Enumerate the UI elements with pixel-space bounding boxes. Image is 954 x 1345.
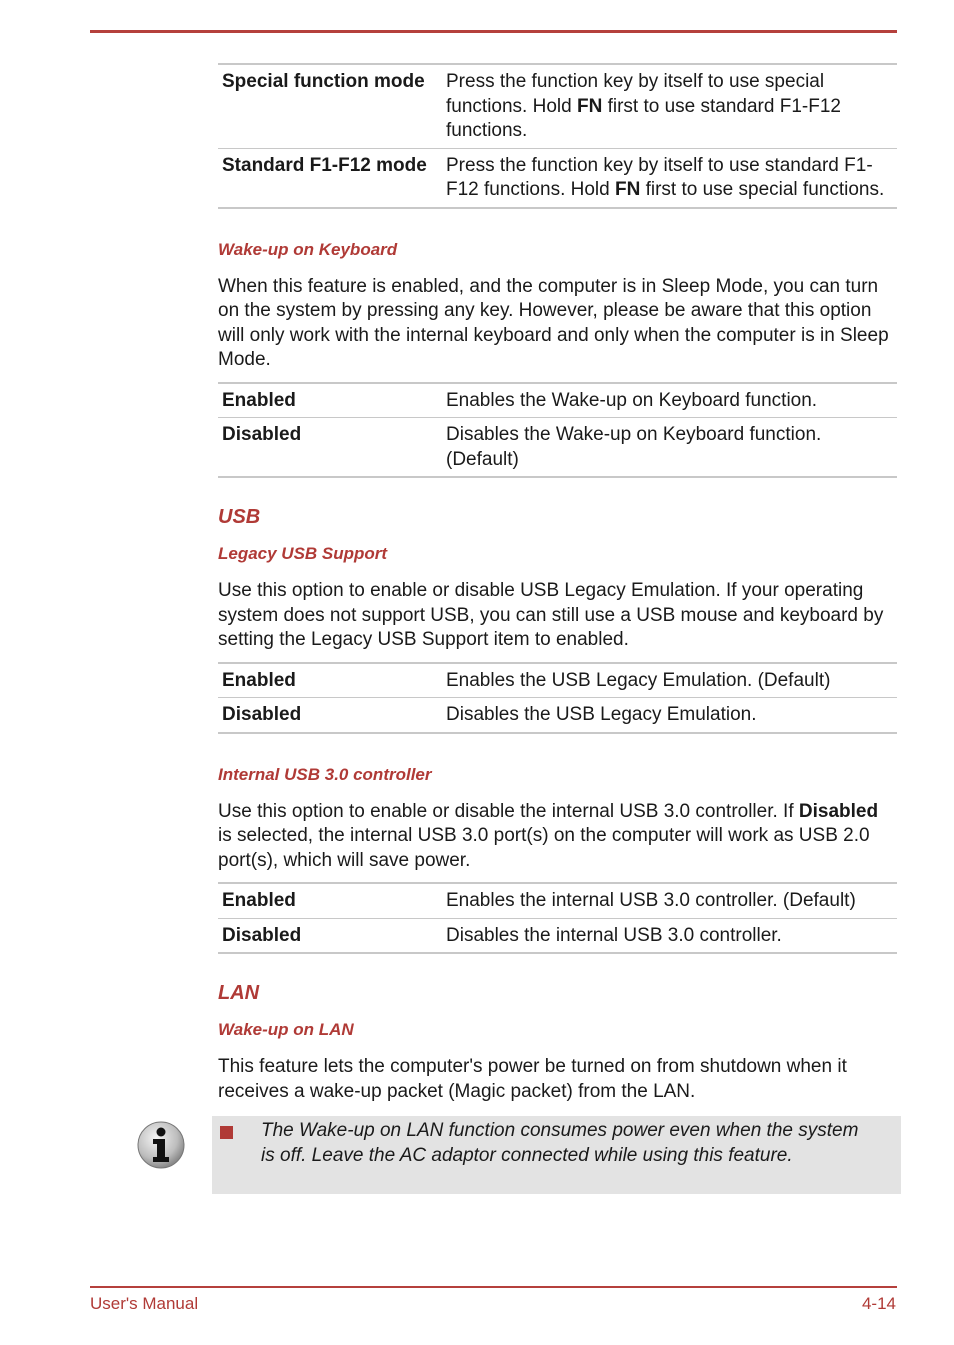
footer-rule [90,1286,897,1288]
table-row [218,698,897,733]
bullet-square-icon [220,1126,233,1139]
option-name: Special function mode [218,64,442,148]
option-description: Disables the Wake-up on Keyboard function. (Default) [442,418,897,478]
wake-keyboard-body: When this feature is enabled, and the computer is in Sleep Mode, you can turn on the system by pressing any key. However, please be aware that this option will only work with the internal keyboard and only when the computer is in Sleep Mode. [218,275,889,370]
option-name: Enabled [218,383,442,418]
table-row [218,383,897,418]
usb3-controller-body: Use this option to enable or disable the internal USB 3.0 controller. If Disabled is selected, the internal USB 3.0 port(s) on the computer will work as USB 2.0 port(s), which will save power. [218,800,879,871]
option-description: Disables the internal USB 3.0 controller. [442,918,897,953]
option-description: Enables the internal USB 3.0 controller. (Default) [442,883,897,918]
wake-keyboard-table [218,382,897,479]
legacy-usb-table [218,662,897,734]
legacy-usb-body: Use this option to enable or disable USB Legacy Emulation. If your operating system does not support USB, you can still use a USB mouse and keyboard by setting the Legacy USB Support item to enabled. [218,580,884,650]
legacy-usb-heading: Legacy USB Support [218,544,388,563]
option-name: Enabled [218,663,442,698]
function-key-mode-table [218,63,897,209]
page-content [218,63,897,1113]
table-row [218,148,897,208]
wake-lan-heading: Wake-up on LAN [218,1020,354,1039]
table-row [218,64,897,148]
table-row [218,418,897,478]
table-row [218,918,897,953]
header-rule [90,30,897,33]
wake-lan-body: This feature lets the computer's power be turned on from shutdown when it receives a wake-up packet (Magic packet) from the LAN. [218,1056,847,1102]
option-description: Press the function key by itself to use standard F1-F12 functions. Hold FN first to use special functions. [442,148,897,208]
option-name: Disabled [218,698,442,733]
option-name: Standard F1-F12 mode [218,148,442,208]
footer-manual-title: User's Manual [90,1294,199,1313]
table-row [218,883,897,918]
table-row [218,663,897,698]
note-box [212,1116,901,1194]
option-description: Press the function key by itself to use special functions. Hold FN first to use standard F1-F12 functions. [442,64,897,148]
option-name: Enabled [218,883,442,918]
usb-section-heading: USB [218,506,261,528]
option-name: Disabled [218,418,442,478]
lan-section-heading: LAN [218,982,260,1004]
usb3-controller-heading: Internal USB 3.0 controller [218,764,432,784]
page-number: 4-14 [861,1294,896,1313]
option-description: Disables the USB Legacy Emulation. [442,698,897,733]
note-text: The Wake-up on LAN function consumes power even when the system is off. Leave the AC adaptor connected while using this feature. [261,1120,859,1166]
option-description: Enables the USB Legacy Emulation. (Default) [442,663,897,698]
option-description: Enables the Wake-up on Keyboard function. [442,383,897,418]
wake-keyboard-heading: Wake-up on Keyboard [218,239,398,259]
info-icon [136,1120,186,1170]
option-name: Disabled [218,918,442,953]
usb3-controller-table [218,882,897,954]
